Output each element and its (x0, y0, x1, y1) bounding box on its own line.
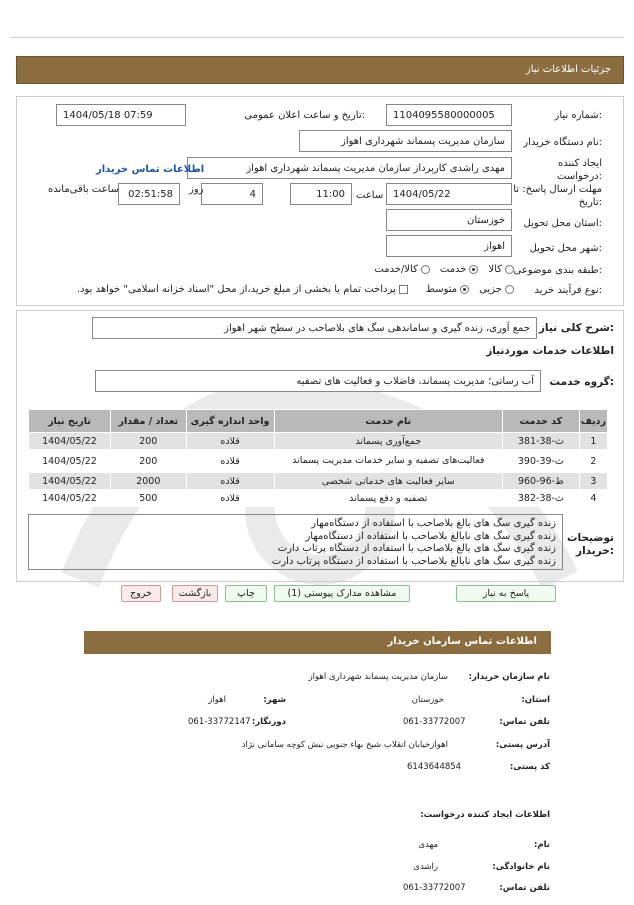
cell-code: ط-96-960 (503, 473, 580, 490)
announce-label: تاریخ و ساعت اعلان عمومی: (244, 110, 365, 121)
creator-last-name-value: راشدی (413, 862, 438, 872)
buyer-contact-link[interactable]: اطلاعات تماس خریدار (96, 164, 205, 175)
table-row (29, 473, 608, 490)
process-radio-group (77, 284, 514, 295)
buyer-name-value: سازمان مدیریت پسماند شهرداری اهواز (308, 672, 448, 682)
buyer-name-label: نام سازمان خریدار: (468, 672, 550, 682)
creator-field: مهدی راشدی کارپرداز سازمان مدیریت پسماند شهرداری اهواز (187, 157, 512, 179)
buyer-org-label: نام دستگاه خریدار: (523, 137, 602, 148)
deadline-label: مهلت ارسال پاسخ: تا تاریخ: (513, 184, 602, 208)
top-divider (10, 37, 624, 38)
process-label: نوع فرآیند خرید: (534, 285, 602, 296)
city-label: شهر محل تحویل: (529, 243, 602, 254)
reply-button[interactable]: پاسخ به نیاز (456, 585, 556, 602)
cell-code: ث-38-382 (503, 490, 580, 507)
cell-row: 3 (579, 473, 607, 490)
cell-row: 1 (579, 433, 607, 450)
process-option-medium[interactable]: متوسط (426, 284, 469, 295)
cell-date: 1404/05/22 (29, 490, 111, 507)
contact-title: اطلاعات تماس سازمان خریدار (387, 636, 537, 647)
contact-address-label: آدرس پستی: (495, 740, 550, 750)
announce-field: 1404/05/18 07:59 (56, 104, 186, 126)
buyer-notes-box (28, 514, 563, 570)
cell-name: جمع‌آوری پسماند (274, 433, 503, 450)
contact-city-value: اهواز (208, 695, 226, 705)
note-line: زنده گیری سگ های نابالغ بلاصاحب با استفاده از دستگاه‌مهار (305, 530, 556, 542)
cell-code: ث-39-390 (503, 450, 580, 473)
services-table (28, 409, 608, 507)
contact-header-bar (84, 631, 551, 654)
col-header-row: ردیف (579, 410, 607, 433)
contact-fax-value: 061-33772147 (188, 717, 251, 727)
cell-qty: 200 (110, 450, 186, 473)
col-header-date: تاریخ نیاز (29, 410, 111, 433)
cell-unit: قلاده (186, 450, 274, 473)
service-group-field: آب رسانی؛ مدیریت پسماند، فاضلاب و فعالیت های تصفیه (95, 370, 541, 392)
header-bar (16, 56, 624, 84)
col-header-unit: واحد اندازه گیری (186, 410, 274, 433)
checkbox-icon[interactable] (399, 285, 408, 294)
cell-unit: قلاده (186, 433, 274, 450)
deadline-time-label: ساعت (356, 190, 384, 201)
cell-date: 1404/05/22 (29, 450, 111, 473)
contact-province-label: استان: (521, 695, 550, 705)
deadline-date-field: 1404/05/22 (386, 183, 512, 205)
cell-qty: 2000 (110, 473, 186, 490)
buyer-notes-label: توضیحات خریدار: (566, 532, 614, 557)
category-option-service[interactable]: خدمت (440, 264, 479, 275)
process-option-minor[interactable]: جزیی (479, 284, 514, 295)
creator-heading: اطلاعات ایجاد کننده درخواست: (420, 810, 550, 820)
note-line: زنده گیری سگ های نابالغ بلاصاحب با استفاده از دستگاه پرتاب دارت (271, 555, 556, 567)
cell-code: ث-38-381 (503, 433, 580, 450)
cell-unit: قلاده (186, 473, 274, 490)
contact-phone-value: 061-33772007 (403, 717, 466, 727)
cell-date: 1404/05/22 (29, 433, 111, 450)
contact-postal-value: 6143644854 (407, 762, 462, 772)
time-remaining-label: ساعت باقی‌مانده (48, 184, 120, 195)
table-row (29, 433, 608, 450)
contact-province-value: خوزستان (411, 695, 444, 705)
cell-name: سایر فعالیت های خدماتی شخصی (274, 473, 503, 490)
time-remaining-field: 02:51:58 (118, 183, 180, 205)
category-option-goods-service[interactable]: کالا/خدمت (374, 264, 430, 275)
summary-field: جمع آوری، زنده گیری و ساماندهی سگ های بلاصاحب در سطح شهر اهواز (92, 317, 537, 339)
view-attachments-button[interactable]: مشاهده مدارک پیوستی (1) (274, 585, 410, 602)
province-field: خوزستان (386, 209, 512, 231)
cell-unit: قلاده (186, 490, 274, 507)
need-number-label: شماره نیاز: (554, 110, 602, 121)
radio-icon[interactable] (505, 265, 514, 274)
creator-label: ایجاد کننده درخواست: (557, 158, 602, 182)
creator-phone-label: تلفن تماس: (499, 883, 550, 893)
cell-qty: 500 (110, 490, 186, 507)
back-button[interactable]: بازگشت (172, 585, 218, 602)
creator-first-name-value: مهدی (418, 840, 438, 850)
cell-name: فعالیت‌های تصفیه و سایر خدمات مدیریت پسماند (274, 450, 503, 473)
payment-treasury-option[interactable]: پرداخت تمام یا بخشی از مبلغ خرید،از محل "اسناد خزانه اسلامی" خواهد بود. (77, 284, 408, 295)
contact-address-value: اهوازخیابان انقلاب شیخ بهاء جنوبی نبش کوچه سامانی نژاد (241, 740, 448, 750)
note-line: زنده گیری سگ های بالغ بلاصاحب با استفاده از دستگاه‌مهار (311, 518, 556, 529)
cell-date: 1404/05/22 (29, 473, 111, 490)
province-label: استان محل تحویل: (523, 218, 602, 229)
col-header-name: نام خدمت (274, 410, 503, 433)
creator-phone-value: 061-33772007 (403, 883, 466, 893)
contact-city-label: شهر: (263, 695, 286, 705)
col-header-qty: تعداد / مقدار (110, 410, 186, 433)
exit-button[interactable]: خروج (121, 585, 161, 602)
radio-selected-icon[interactable] (469, 265, 478, 274)
table-row (29, 490, 608, 507)
deadline-time-field: 11:00 (290, 183, 352, 205)
radio-selected-icon[interactable] (460, 285, 469, 294)
contact-postal-label: کد پستی: (509, 762, 550, 772)
creator-last-name-label: نام خانوادگی: (492, 862, 550, 872)
cell-name: تصفیه و دفع پسماند (274, 490, 503, 507)
print-button[interactable]: چاپ (225, 585, 267, 602)
contact-fax-label: دورنگار: (251, 717, 286, 727)
radio-icon[interactable] (505, 285, 514, 294)
service-group-label: گروه خدمت: (549, 376, 614, 388)
category-option-goods[interactable]: کالا (488, 264, 514, 275)
need-number-field: 1104095580000005 (386, 104, 512, 126)
days-label: روز (189, 184, 204, 195)
creator-first-name-label: نام: (533, 840, 550, 850)
buyer-org-field: سازمان مدیریت پسماند شهرداری اهواز (299, 130, 512, 152)
table-row (29, 450, 608, 473)
days-remaining-field: 4 (201, 183, 263, 205)
category-label: طبقه بندی موضوعی: (513, 265, 602, 276)
services-heading: اطلاعات خدمات موردنیاز (486, 345, 614, 357)
city-field: اهواز (386, 235, 512, 257)
category-radio-group (374, 264, 514, 275)
page-title: جزئیات اطلاعات نیاز (525, 64, 611, 75)
note-line: زنده گیری سگ های بالغ بلاصاحب با استفاده از دستگاه پرتاب دارت (277, 543, 556, 554)
cell-qty: 200 (110, 433, 186, 450)
summary-label: شرح کلی نیاز: (538, 322, 614, 334)
contact-phone-label: تلفن تماس: (499, 717, 550, 727)
radio-icon[interactable] (421, 265, 430, 274)
col-header-code: کد خدمت (503, 410, 580, 433)
cell-row: 4 (579, 490, 607, 507)
cell-row: 2 (579, 450, 607, 473)
